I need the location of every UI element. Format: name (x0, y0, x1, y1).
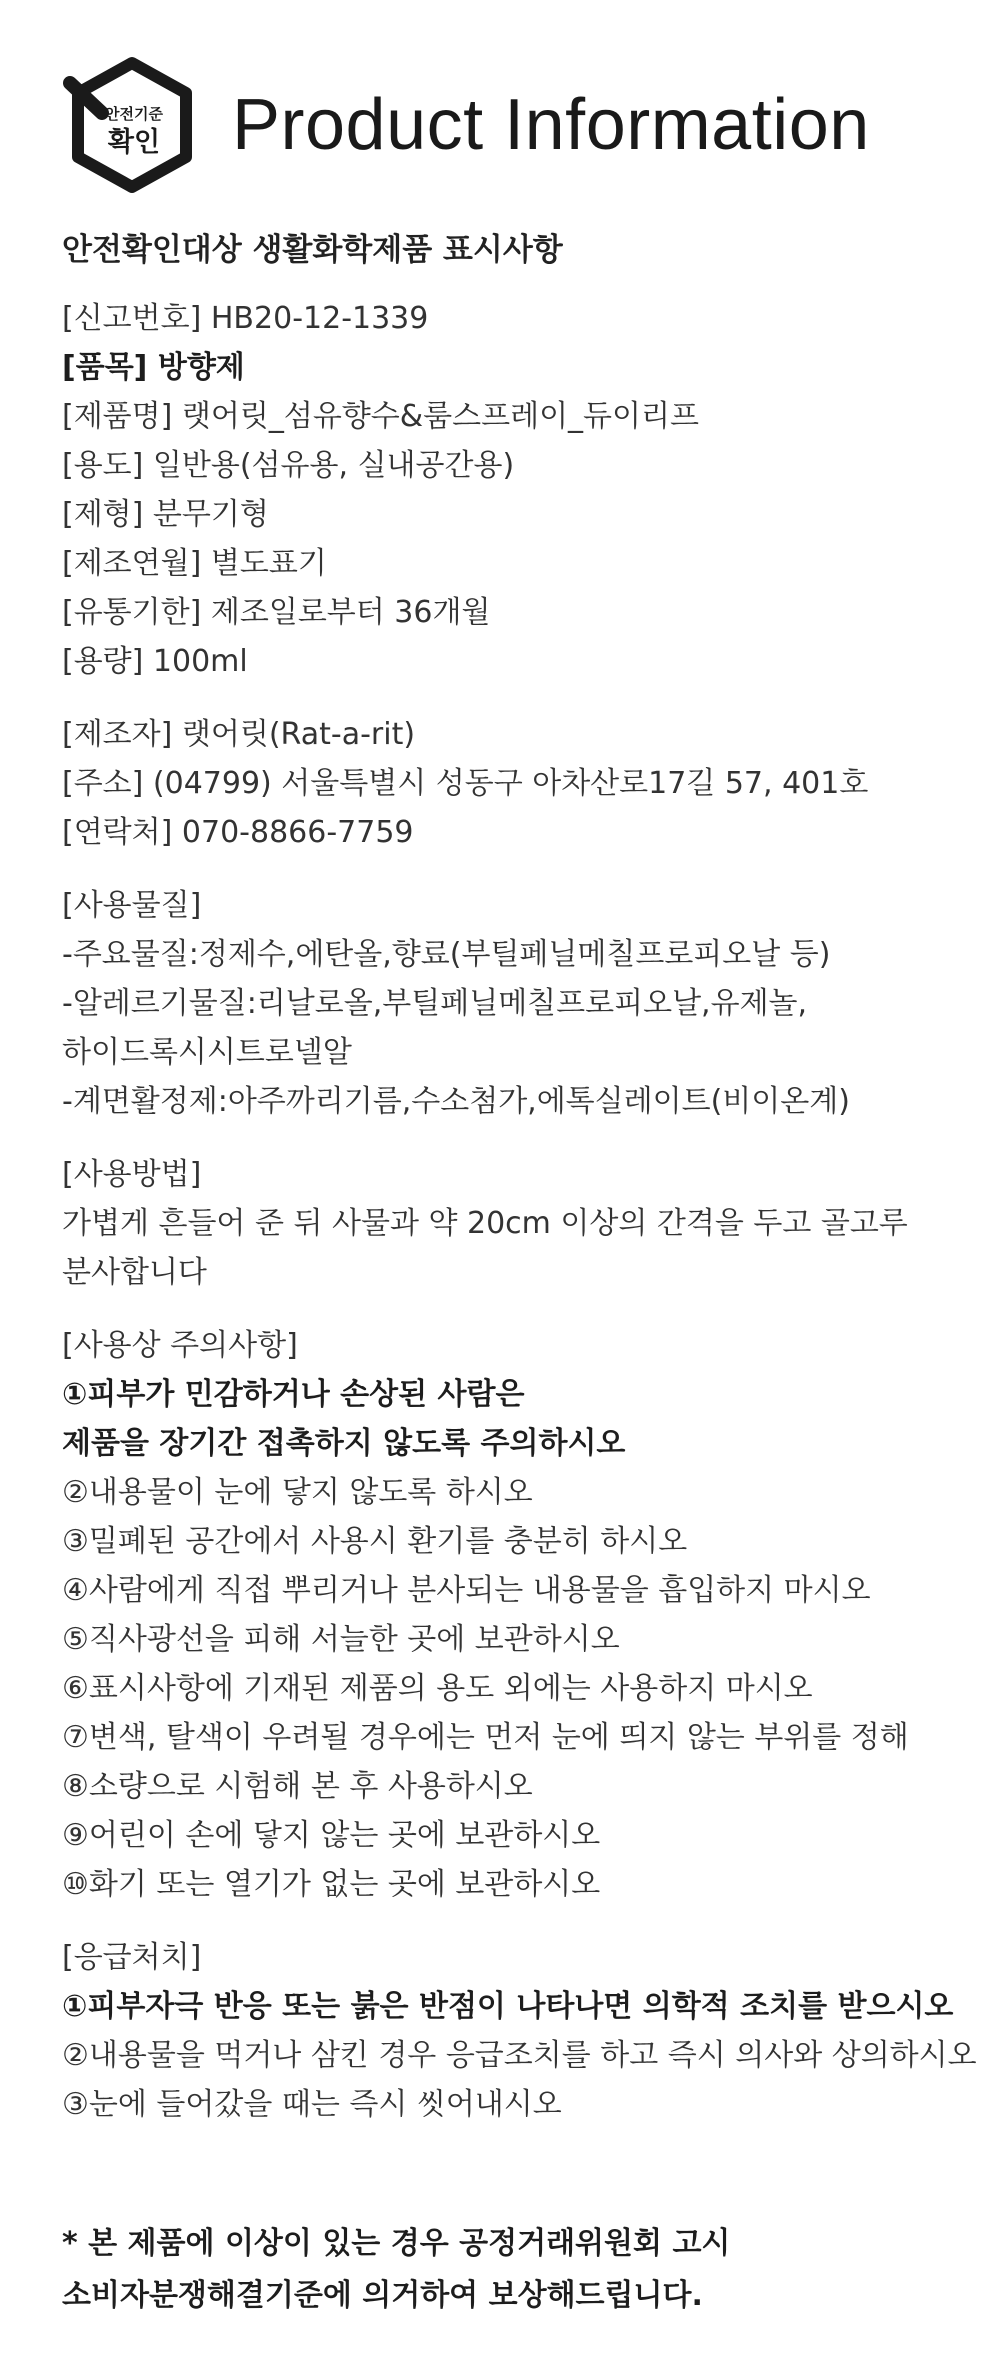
substance-line: -계면활정제:아주까리기름,수소첨가,에톡실레이트(비이온계) (62, 1084, 850, 1119)
caution-line-emphasis: 제품을 장기간 접촉하지 않도록 주의하시오 (62, 1426, 626, 1461)
usage-line: 분사합니다 (62, 1255, 207, 1290)
first-aid-line: ②내용물을 먹거나 삼킨 경우 응급조치를 하고 즉시 의사와 상의하시오 (62, 2038, 977, 2073)
spec-label: [신고번호] (62, 301, 202, 336)
spec-row-expiry (62, 588, 962, 637)
spec-label: [제조연월] (62, 546, 202, 581)
spec-label: [유통기한] (62, 595, 202, 630)
maker-row-manufacturer (62, 710, 962, 759)
substance-line: -알레르기물질:리날로올,부틸페닐메칠프로피오날,유제놀, (62, 986, 808, 1021)
spec-value: 일반용(섬유용, 실내공간용) (152, 448, 515, 483)
spec-value: 랫어릿_섬유향수&룸스프레이_듀이리프 (181, 399, 699, 434)
spec-label: [용도] (62, 448, 144, 483)
maker-value: 랫어릿(Rat-a-rit) (181, 717, 416, 752)
maker-label: [제조자] (62, 717, 173, 752)
maker-row-address (62, 759, 962, 808)
logo-text-main: 확인 (107, 127, 161, 158)
maker-value: 070-8866-7759 (181, 815, 414, 850)
spec-row-product-name (62, 392, 962, 441)
spec-label: [제형] (62, 497, 144, 532)
spec-value: 방향제 (157, 350, 245, 385)
spec-value: 제조일로부터 36개월 (210, 595, 491, 630)
caution-line: ③밀폐된 공간에서 사용시 환기를 충분히 하시오 (62, 1524, 688, 1559)
substances-block (62, 881, 962, 1126)
logo-text-top: 안전기준 (105, 105, 163, 123)
caution-line: ⑥표시사항에 기재된 제품의 용도 외에는 사용하지 마시오 (62, 1671, 813, 1706)
caution-line: ⑨어린이 손에 닿지 않는 곳에 보관하시오 (62, 1818, 601, 1853)
first-aid-line: ③눈에 들어갔을 때는 즉시 씻어내시오 (62, 2087, 562, 2122)
footer-notice (62, 2218, 730, 2322)
spec-row-manufacture-date (62, 539, 962, 588)
spec-value: 별도표기 (210, 546, 327, 581)
spec-row-volume (62, 637, 962, 686)
usage-line: 가볍게 흔들어 준 뒤 사물과 약 20cm 이상의 간격을 두고 골고루 (62, 1206, 908, 1241)
product-spec-block (62, 294, 962, 686)
spec-value: HB20-12-1339 (210, 301, 429, 336)
safety-check-logo (62, 55, 202, 195)
maker-label: [연락처] (62, 815, 173, 850)
first-aid-block (62, 1933, 977, 2129)
section-heading: [사용물질] (62, 888, 202, 923)
caution-line: ②내용물이 눈에 닿지 않도록 하시오 (62, 1475, 533, 1510)
substance-line: 하이드록시시트로넬알 (62, 1035, 352, 1070)
caution-line: ⑦변색, 탈색이 우려될 경우에는 먼저 눈에 띄지 않는 부위를 정해 (62, 1720, 909, 1755)
section-heading: [사용상 주의사항] (62, 1328, 298, 1363)
maker-label: [주소] (62, 766, 144, 801)
maker-block (62, 710, 962, 857)
cautions-block (62, 1321, 962, 1909)
usage-block (62, 1150, 962, 1297)
spec-row-purpose (62, 441, 962, 490)
caution-line: ⑤직사광선을 피해 서늘한 곳에 보관하시오 (62, 1622, 620, 1657)
section-heading: [사용방법] (62, 1157, 202, 1192)
caution-line: ⑧소량으로 시험해 본 후 사용하시오 (62, 1769, 533, 1804)
footer-line: 소비자분쟁해결기준에 의거하여 보상해드립니다. (62, 2278, 703, 2313)
spec-row-form (62, 490, 962, 539)
spec-label: [용량] (62, 644, 144, 679)
spec-value: 분무기형 (152, 497, 269, 532)
maker-value: (04799) 서울특별시 성동구 아차산로17길 57, 401호 (152, 766, 869, 801)
caution-line: ④사람에게 직접 뿌리거나 분사되는 내용물을 흡입하지 마시오 (62, 1573, 871, 1608)
info-content (62, 230, 977, 2129)
maker-row-contact (62, 808, 962, 857)
section-subtitle: 안전확인대상 생활화학제품 표시사항 (62, 232, 563, 268)
spec-row-report-number (62, 294, 962, 343)
page-title: Product Information (232, 85, 870, 165)
caution-line-emphasis: ①피부가 민감하거나 손상된 사람은 (62, 1377, 525, 1412)
section-heading: [응급처치] (62, 1940, 202, 1975)
spec-row-item (62, 343, 962, 392)
spec-value: 100ml (152, 644, 248, 679)
spec-label: [제품명] (62, 399, 173, 434)
header (62, 55, 870, 195)
footer-line: * 본 제품에 이상이 있는 경우 공정거래위원회 고시 (62, 2226, 731, 2261)
first-aid-line-emphasis: ①피부자극 반응 또는 붉은 반점이 나타나면 의학적 조치를 받으시오 (62, 1989, 954, 2024)
caution-line: ⑩화기 또는 열기가 없는 곳에 보관하시오 (62, 1867, 601, 1902)
spec-label: [품목] (62, 350, 148, 385)
substance-line: -주요물질:정제수,에탄올,향료(부틸페닐메칠프로피오날 등) (62, 937, 831, 972)
